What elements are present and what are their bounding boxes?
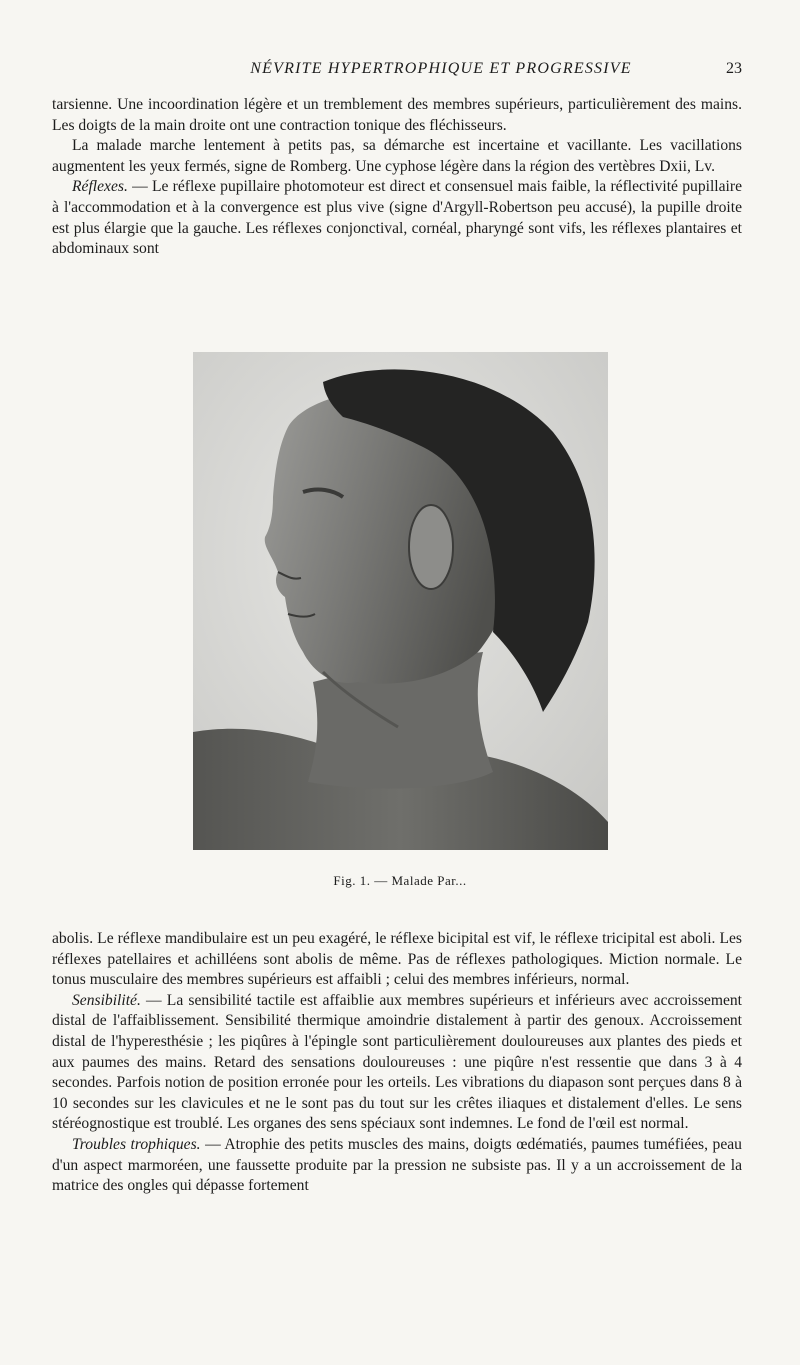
ear-shape bbox=[409, 505, 453, 589]
patient-photograph bbox=[193, 352, 608, 850]
paragraph-troubles-trophiques bbox=[52, 1135, 742, 1197]
section-lead-troubles-trophiques: Troubles trophiques. bbox=[72, 1135, 201, 1153]
section-lead-sensibilite: Sensibilité. bbox=[72, 991, 141, 1009]
paragraph-reflexes bbox=[52, 177, 742, 259]
paragraph-tarsienne: tarsienne. Une incoordination légère et un tremblement des membres supérieurs, particulièrement des mains. Les doigts de la main droite ont une contraction tonique des fléchisseurs. bbox=[52, 96, 742, 134]
paragraph-sensibilite-text: — La sensibilité tactile est affaiblie aux membres supérieurs et inférieurs avec accroissement distal de l'affaiblissement. Sensibilité thermique amoindrie distalement à partir des genoux. Accroissement distal de l'hyperesthésie ; les piqûres à l'épingle sont particulièrement douloureuses aux plantes des pieds et aux paumes des mains. Retard des sensations douloureuses : une piqûre n'est ressentie que dans 3 à 4 secondes. Parfois notion de position erronée pour les orteils. Les vibrations du diapason sont perçues dans 8 à 10 secondes sur les clavicules et ne le sont pas du tout sur les crêtes iliaques et distalement d'elles. Le sens stéréognostique est troublé. Les organes des sens spéciaux sont indemnes. Le fond de l'œil est normal. bbox=[52, 991, 742, 1133]
paragraph-gait: La malade marche lentement à petits pas, sa démarche est incertaine et vacillante. Les vacillations augmentent les yeux fermés, signe de Romberg. Une cyphose légère dans la région des vertèbres Dxii, Lv. bbox=[52, 137, 742, 175]
paragraph-sensibilite bbox=[52, 991, 742, 1135]
figure-caption: Fig. 1. — Malade Par... bbox=[333, 873, 467, 888]
body-text-top bbox=[52, 95, 742, 260]
page-header bbox=[52, 60, 742, 84]
section-lead-reflexes: Réflexes. bbox=[72, 178, 128, 196]
running-title: NÉVRITE HYPERTROPHIQUE ET PROGRESSIVE bbox=[250, 60, 632, 77]
body-text-bottom bbox=[52, 929, 742, 1197]
page-number: 23 bbox=[726, 60, 742, 77]
paragraph-troubles-trophiques-text: — Atrophie des petits muscles des mains, doigts œdématiés, paumes tuméfiées, peau d'un aspect marmoréen, une faussette produite par la pression ne subsiste pas. Il y a un accroissement de la matrice des ongles qui dépasse fortement bbox=[52, 1135, 742, 1195]
paragraph-reflexes-text: — Le réflexe pupillaire photomoteur est direct et consensuel mais faible, la réflectivité pupillaire à l'accommodation et à la convergence est plus vive (signe d'Argyll-Robertson peu accusé), la pupille droite est plus élargie que la gauche. Les réflexes conjonctival, cornéal, pharyngé sont vifs, les réflexes plantaires et abdominaux sont bbox=[52, 178, 742, 258]
paragraph-abolis: abolis. Le réflexe mandibulaire est un peu exagéré, le réflexe bicipital est vif, le réflexe tricipital est aboli. Les réflexes patellaires et achilléens sont abolis de même. Pas de réflexes pathologiques. Miction normale. Le tonus musculaire des membres supérieurs est affaibli ; celui des membres inférieurs, normal. bbox=[52, 930, 742, 989]
patient-photograph-image bbox=[193, 352, 608, 850]
